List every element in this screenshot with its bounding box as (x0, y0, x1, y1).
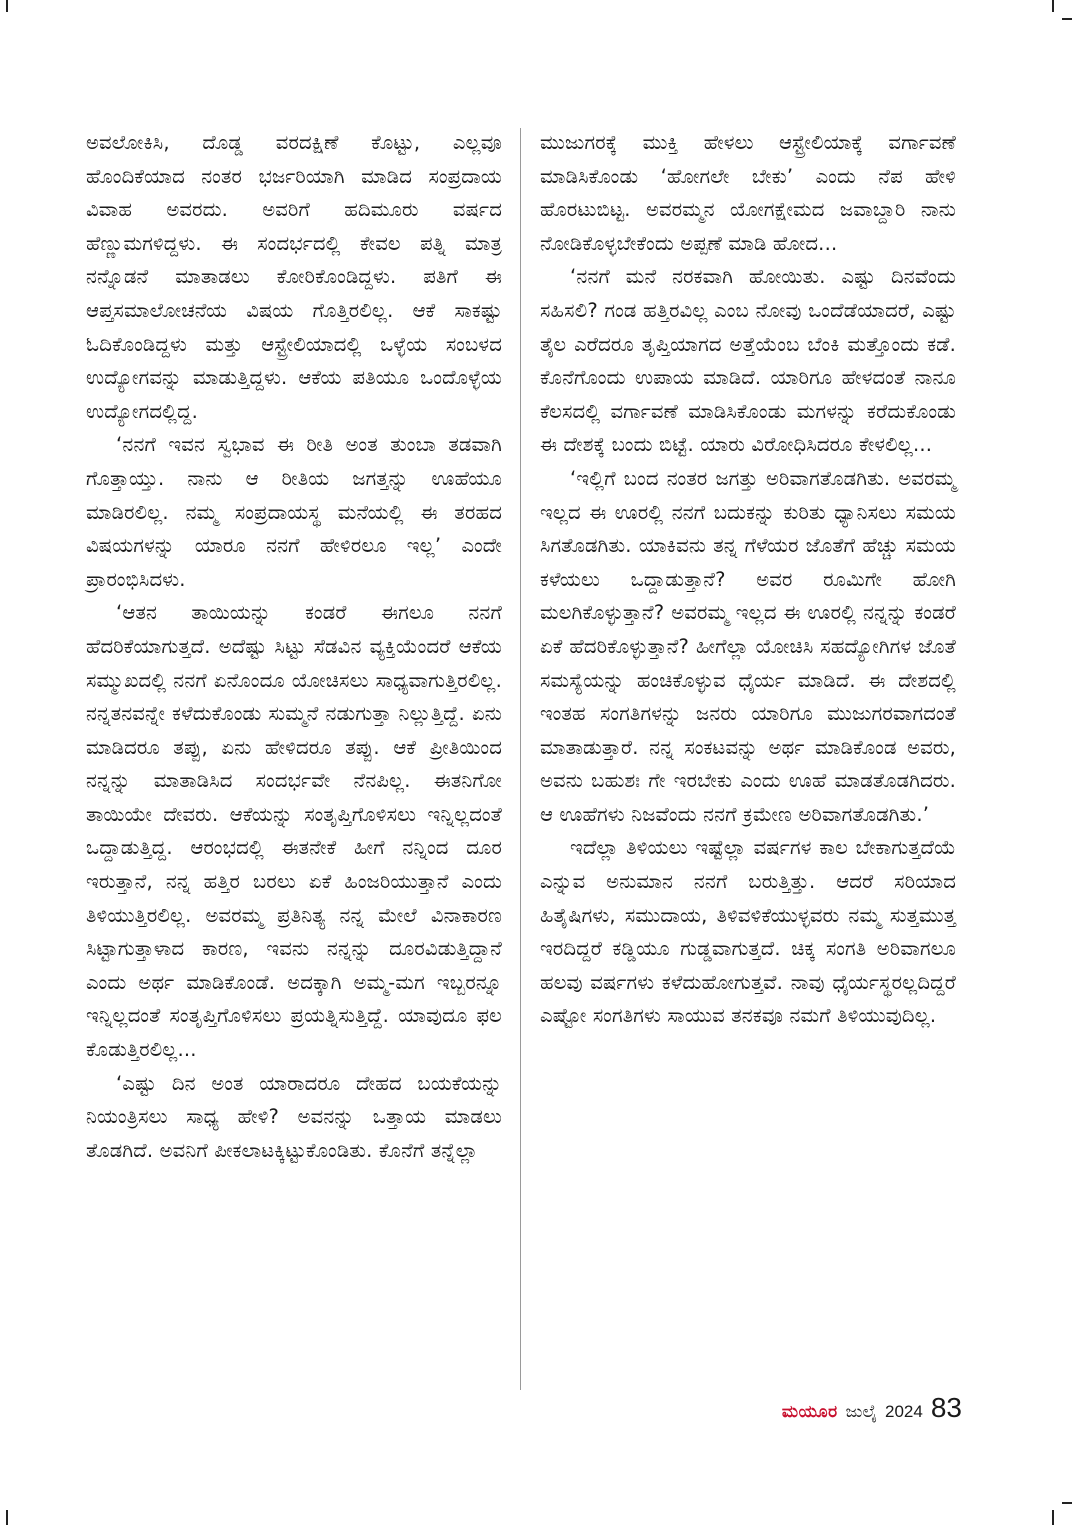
paragraph: ‘ಆತನ ತಾಯಿಯನ್ನು ಕಂಡರೆ ಈಗಲೂ ನನಗೆ ಹೆದರಿಕೆಯಾಗುತ್ತದೆ. ಅದೆಷ್ಟು ಸಿಟ್ಟು ಸೆಡವಿನ ವ್ಯಕ್ತಿಯೆಂದರೆ ಆಕೆಯ ಸಮ್ಮುಖದಲ್ಲಿ ನನಗೆ ಏನೊಂದೂ ಯೋಚಿಸಲು ಸಾಧ್ಯವಾಗುತ್ತಿರಲಿಲ್ಲ. ನನ್ನತನವನ್ನೇ ಕಳೆದುಕೊಂಡು ಸುಮ್ಮನೆ ನಡುಗುತ್ತಾ ನಿಲ್ಲುತ್ತಿದ್ದೆ. ಏನು ಮಾಡಿದರೂ ತಪ್ಪು, ಏನು ಹೇಳಿದರೂ ತಪ್ಪು. ಆಕೆ ಪ್ರೀತಿಯಿಂದ ನನ್ನನ್ನು ಮಾತಾಡಿಸಿದ ಸಂದರ್ಭವೇ ನೆನಪಿಲ್ಲ. ಈತನಿಗೋ ತಾಯಿಯೇ ದೇವರು. ಆಕೆಯನ್ನು ಸಂತೃಪ್ತಿಗೊಳಿಸಲು ಇನ್ನಿಲ್ಲದಂತೆ ಒದ್ದಾಡುತ್ತಿದ್ದ. ಆರಂಭದಲ್ಲಿ ಈತನೇಕೆ ಹೀಗೆ ನನ್ನಿಂದ ದೂರ ಇರುತ್ತಾನೆ, ನನ್ನ ಹತ್ತಿರ ಬರಲು ಏಕೆ ಹಿಂಜರಿಯುತ್ತಾನೆ ಎಂದು ತಿಳಿಯುತ್ತಿರಲಿಲ್ಲ. ಅವರಮ್ಮ ಪ್ರತಿನಿತ್ಯ ನನ್ನ ಮೇಲೆ ವಿನಾಕಾರಣ ಸಿಟ್ಟಾಗುತ್ತಾಳಾದ ಕಾರಣ, ಇವನು ನನ್ನನ್ನು ದೂರವಿಡುತ್ತಿದ್ದಾನೆ ಎಂದು ಅರ್ಥ ಮಾಡಿಕೊಂಡೆ. ಅದಕ್ಕಾಗಿ ಅಮ್ಮ-ಮಗ ಇಬ್ಬರನ್ನೂ ಇನ್ನಿಲ್ಲದಂತೆ ಸಂತೃಪ್ತಿಗೊಳಿಸಲು ಪ್ರಯತ್ನಿಸುತ್ತಿದ್ದೆ. ಯಾವುದೂ ಫಲ ಕೊಡುತ್ತಿರಲಿಲ್ಲ... (86, 601, 502, 1062)
page-number: 83 (930, 1392, 962, 1423)
crop-mark (1062, 1502, 1072, 1504)
paragraph: ಮುಜುಗರಕ್ಕೆ ಮುಕ್ತಿ ಹೇಳಲು ಆಸ್ಟ್ರೇಲಿಯಾಕ್ಕೆ ವರ್ಗಾವಣೆ ಮಾಡಿಸಿಕೊಂಡು ‘ಹೋಗಲೇ ಬೇಕು’ ಎಂದು ನೆಪ ಹೇಳಿ ಹೊರಟುಬಿಟ್ಟ. ಅವರಮ್ಮನ ಯೋಗಕ್ಷೇಮದ ಜವಾಬ್ದಾರಿ ನಾನು ನೋಡಿಕೊಳ್ಳಬೇಕೆಂದು ಅಪ್ಪಣೆ ಮಾಡಿ ಹೋದ... (540, 131, 956, 255)
crop-mark (6, 0, 8, 12)
paragraph: ‘ನನಗೆ ಇವನ ಸ್ವಭಾವ ಈ ರೀತಿ ಅಂತ ತುಂಬಾ ತಡವಾಗಿ ಗೊತ್ತಾಯ್ತು. ನಾನು ಆ ರೀತಿಯ ಜಗತ್ತನ್ನು ಊಹೆಯೂ ಮಾಡಿರಲಿಲ್ಲ. ನಮ್ಮ ಸಂಪ್ರದಾಯಸ್ಥ ಮನೆಯಲ್ಲಿ ಈ ತರಹದ ವಿಷಯಗಳನ್ನು ಯಾರೂ ನನಗೆ ಹೇಳಿರಲೂ ಇಲ್ಲ’ ಎಂದೇ ಪ್ರಾರಂಭಿಸಿದಳು. (86, 433, 502, 591)
paragraph: ‘ಎಷ್ಟು ದಿನ ಅಂತ ಯಾರಾದರೂ ದೇಹದ ಬಯಕೆಯನ್ನು ನಿಯಂತ್ರಿಸಲು ಸಾಧ್ಯ ಹೇಳಿ? ಅವನನ್ನು ಒತ್ತಾಯ ಮಾಡಲು ತೊಡಗಿದೆ. ಅವನಿಗೆ ಪೀಕಲಾಟಕ್ಕಿಟ್ಟುಕೊಂಡಿತು. ಕೊನೆಗೆ ತನ್ನೆಲ್ಲಾ (86, 1071, 502, 1162)
paragraph: ‘ನನಗೆ ಮನೆ ನರಕವಾಗಿ ಹೋಯಿತು. ಎಷ್ಟು ದಿನವೆಂದು ಸಹಿಸಲಿ? ಗಂಡ ಹತ್ತಿರವಿಲ್ಲ ಎಂಬ ನೋವು ಒಂದೆಡೆಯಾದರೆ, ಎಷ್ಟು ತೈಲ ಎರೆದರೂ ತೃಪ್ತಿಯಾಗದ ಅತ್ತೆಯೆಂಬ ಬೆಂಕಿ ಮತ್ತೊಂದು ಕಡೆ. ಕೊನೆಗೊಂದು ಉಪಾಯ ಮಾಡಿದೆ. ಯಾರಿಗೂ ಹೇಳದಂತೆ ನಾನೂ ಕೆಲಸದಲ್ಲಿ ವರ್ಗಾವಣೆ ಮಾಡಿಸಿಕೊಂಡು ಮಗಳನ್ನು ಕರೆದುಕೊಂಡು ಈ ದೇಶಕ್ಕೆ ಬಂದು ಬಿಟ್ಟೆ. ಯಾರು ವಿರೋಧಿಸಿದರೂ ಕೇಳಲಿಲ್ಲ... (540, 265, 956, 457)
crop-mark (6, 1510, 8, 1525)
paragraph: ‘ಇಲ್ಲಿಗೆ ಬಂದ ನಂತರ ಜಗತ್ತು ಅರಿವಾಗತೊಡಗಿತು. ಅವರಮ್ಮ ಇಲ್ಲದ ಈ ಊರಲ್ಲಿ ನನಗೆ ಬದುಕನ್ನು ಕುರಿತು ಧ್ಯಾನಿಸಲು ಸಮಯ ಸಿಗತೊಡಗಿತು. ಯಾಕಿವನು ತನ್ನ ಗೆಳೆಯರ ಜೊತೆಗೆ ಹೆಚ್ಚು ಸಮಯ ಕಳೆಯಲು ಒದ್ದಾಡುತ್ತಾನೆ? ಅವರ ರೂಮಿಗೇ ಹೋಗಿ ಮಲಗಿಕೊಳ್ಳುತ್ತಾನೆ? ಅವರಮ್ಮ ಇಲ್ಲದ ಈ ಊರಲ್ಲಿ ನನ್ನನ್ನು ಕಂಡರೆ ಏಕೆ ಹೆದರಿಕೊಳ್ಳುತ್ತಾನೆ? ಹೀಗೆಲ್ಲಾ ಯೋಚಿಸಿ ಸಹದ್ಯೋಗಿಗಳ ಜೊತೆ ಸಮಸ್ಯೆಯನ್ನು ಹಂಚಿಕೊಳ್ಳುವ ಧೈರ್ಯ ಮಾಡಿದೆ. ಈ ದೇಶದಲ್ಲಿ ಇಂತಹ ಸಂಗತಿಗಳನ್ನು ಜನರು ಯಾರಿಗೂ ಮುಜುಗರವಾಗದಂತೆ ಮಾತಾಡುತ್ತಾರೆ. ನನ್ನ ಸಂಕಟವನ್ನು ಅರ್ಥ ಮಾಡಿಕೊಂಡ ಅವರು, ಅವನು ಬಹುಶಃ ಗೇ ಇರಬೇಕು ಎಂದು ಊಹೆ ಮಾಡತೊಡಗಿದರು. ಆ ಊಹೆಗಳು ನಿಜವೆಂದು ನನಗೆ ಕ್ರಮೇಣ ಅರಿವಾಗತೊಡಗಿತು.’ (540, 466, 956, 826)
column-divider (520, 128, 521, 1390)
page-footer (782, 1392, 962, 1424)
paragraph: ಅವಲೋಕಿಸಿ, ದೊಡ್ಡ ವರದಕ್ಷಿಣೆ ಕೊಟ್ಟು, ಎಲ್ಲವೂ ಹೊಂದಿಕೆಯಾದ ನಂತರ ಭರ್ಜರಿಯಾಗಿ ಮಾಡಿದ ಸಂಪ್ರದಾಯ ವಿವಾಹ ಅವರದು. ಅವರಿಗೆ ಹದಿಮೂರು ವರ್ಷದ ಹೆಣ್ಣುಮಗಳಿದ್ದಳು. ಈ ಸಂದರ್ಭದಲ್ಲಿ ಕೇವಲ ಪತ್ನಿ ಮಾತ್ರ ನನ್ನೊಡನೆ ಮಾತಾಡಲು ಕೋರಿಕೊಂಡಿದ್ದಳು. ಪತಿಗೆ ಈ ಆಪ್ತಸಮಾಲೋಚನೆಯ ವಿಷಯ ಗೊತ್ತಿರಲಿಲ್ಲ. ಆಕೆ ಸಾಕಷ್ಟು ಓದಿಕೊಂಡಿದ್ದಳು ಮತ್ತು ಆಸ್ಟ್ರೇಲಿಯಾದಲ್ಲಿ ಒಳ್ಳೆಯ ಸಂಬಳದ ಉದ್ಯೋಗವನ್ನು ಮಾಡುತ್ತಿದ್ದಳು. ಆಕೆಯ ಪತಿಯೂ ಒಂದೊಳ್ಳೆಯ ಉದ್ಯೋಗದಲ್ಲಿದ್ದ. (86, 131, 502, 423)
paragraph: ಇದೆಲ್ಲಾ ತಿಳಿಯಲು ಇಷ್ಟೆಲ್ಲಾ ವರ್ಷಗಳ ಕಾಲ ಬೇಕಾಗುತ್ತದೆಯೆ ಎನ್ನುವ ಅನುಮಾನ ನನಗೆ ಬರುತ್ತಿತ್ತು. ಆದರೆ ಸರಿಯಾದ ಹಿತೈಷಿಗಳು, ಸಮುದಾಯ, ತಿಳಿವಳಿಕೆಯುಳ್ಳವರು ನಮ್ಮ ಸುತ್ತಮುತ್ತ ಇರದಿದ್ದರೆ ಕಡ್ಡಿಯೂ ಗುಡ್ಡವಾಗುತ್ತದೆ. ಚಿಕ್ಕ ಸಂಗತಿ ಅರಿವಾಗಲೂ ಹಲವು ವರ್ಷಗಳು ಕಳೆದುಹೋಗುತ್ತವೆ. ನಾವು ಧೈರ್ಯಸ್ಥರಲ್ಲದಿದ್ದರೆ ಎಷ್ಟೋ ಸಂಗತಿಗಳು ಸಾಯುವ ತನಕವೂ ನಮಗೆ ತಿಳಿಯುವುದಿಲ್ಲ. (540, 836, 956, 1028)
crop-mark (1062, 18, 1072, 20)
right-text-column (540, 126, 956, 1033)
magazine-brand: ಮಯೂರ (781, 1402, 838, 1421)
issue-year: 2024 (885, 1402, 923, 1421)
crop-mark (1052, 1510, 1054, 1525)
issue-month: ಜುಲೈ (845, 1402, 878, 1421)
left-text-column (86, 126, 502, 1167)
crop-mark (1052, 0, 1054, 12)
